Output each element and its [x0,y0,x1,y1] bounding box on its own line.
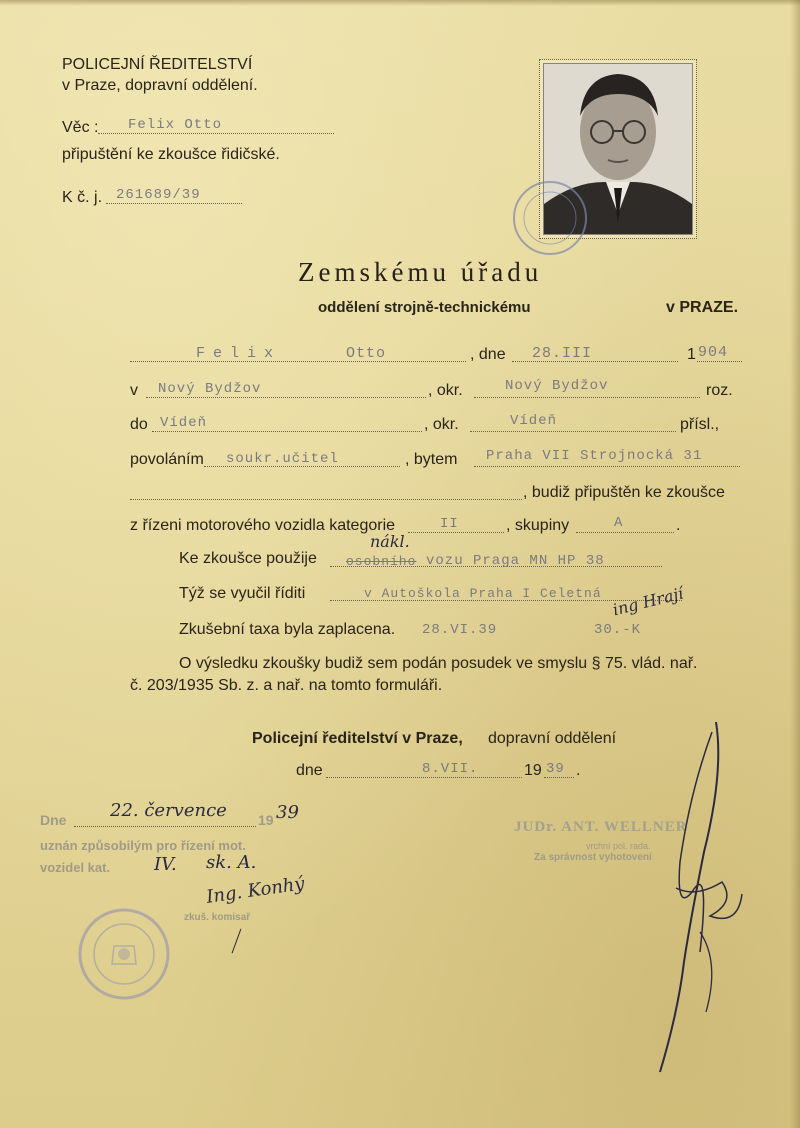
group-value: A [614,515,624,531]
belongs-district-line [470,431,676,432]
examiner-round-stamp-icon [74,906,174,1002]
trained-value: v Autoškola Praha I Celetná [364,586,602,601]
issue-end-dot: . [576,762,581,779]
department-name: v Praze, dopravní oddělení. [62,77,258,94]
examiner-signature: Ing. Konhý [205,873,306,908]
paper-edge-top [0,0,800,6]
official-stamp-title: vrchní pol. rada. [586,841,651,851]
issue-date-label: dne [296,762,323,779]
name-line [130,361,466,362]
issue-year-line [544,777,574,778]
belongs-place-value: Vídeň [160,415,208,431]
given-name-value: Otto [346,345,387,362]
issue-date-value: 8.VII. [422,761,479,777]
issue-date-line [326,777,522,778]
birth-date-label: , dne [470,346,506,363]
birth-year-value: 904 [698,344,729,361]
domicile-label: přísl., [680,416,720,433]
residence-line [474,466,740,467]
group-label: , skupiny [506,517,570,534]
occupation-value: soukr.učitel [226,451,339,467]
authority-name: POLICEJNÍ ŘEDITELSTVÍ [62,56,253,73]
official-stamp-correctness: Za správnost vyhotovení [534,852,652,863]
birth-year-prefix: 1 [687,346,696,363]
fee-date: 28.VI.39 [422,622,498,638]
exam-date-line [74,826,256,827]
birth-district-value: Nový Bydžov [505,378,609,394]
exam-category-handwritten: IV. [154,854,177,875]
birthplace-line [146,397,426,398]
admitted-text: , budiž připuštěn ke zkoušce [523,484,725,501]
recipient-subtitle: oddělení strojně-technickému [318,299,531,316]
group-line [576,532,674,533]
vehicle-struck: osobního [346,554,417,569]
exam-year-prefix: 19 [258,812,274,828]
residence-label: , bytem [405,451,458,468]
subject-line [98,133,334,134]
issue-year-value: 39 [546,761,565,777]
official-stamp-name: JUDr. ANT. WELLNER [514,819,688,835]
fee-label: Zkušební taxa byla zaplacena. [179,621,396,638]
subject-text: připuštění ke zkoušce řidičské. [62,146,280,163]
exam-group-handwritten: sk. A. [206,852,257,873]
extra-line [130,499,522,500]
vehicle-label: Ke zkoušce použije [179,550,317,567]
exam-date-label: Dne [40,812,67,828]
born-label: roz. [706,382,733,399]
recipient-city: v PRAZE. [666,299,739,316]
fee-amount: 30.-K [594,622,642,638]
reference-number: 261689/39 [116,187,201,203]
birth-district-line [474,397,700,398]
exam-year-handwritten: 39 [276,802,299,823]
birthplace-label: v [130,382,138,399]
category-line [408,532,504,533]
issue-year-prefix: 19 [524,762,542,779]
category-end-dot: . [676,517,681,534]
exam-date-handwritten: 22. července [110,800,227,821]
occupation-label: povoláním [130,451,204,468]
footer-authority: Policejní ředitelství v Praze, [252,730,463,747]
category-value: II [440,516,459,532]
birth-year-line [697,361,742,362]
paper-edge-right [790,0,800,1128]
subject-label: Věc : [62,119,99,136]
birth-district-label: , okr. [428,382,463,399]
belongs-district-label: , okr. [424,416,459,433]
trained-label: Týž se vyučil říditi [179,585,306,602]
trained-signature: ing Hrají [610,583,686,620]
vehicle-value: vozu Praga MN HP 38 [426,553,605,569]
footer-department: dopravní oddělení [488,730,617,747]
reference-line [106,203,242,204]
surname-value: Felix [196,345,282,362]
police-stamp-icon [505,178,595,258]
signature-stroke [232,929,242,954]
recipient-title: Zemskému úřadu [298,257,543,287]
vehicle-handwritten: nákl. [370,532,410,551]
official-signature-icon [620,712,760,1082]
belongs-district-value: Vídeň [510,413,558,429]
result-text-line2: č. 203/1935 Sb. z. a nař. na tomto formuláři. [130,677,443,694]
residence-value: Praha VII Strojnocká 31 [486,448,703,464]
subject-name: Felix Otto [128,117,223,133]
reference-label: K č. j. [62,189,103,206]
exam-category-label: vozidel kat. [40,860,111,875]
belongs-label: do [130,416,148,433]
examiner-caption: zkuš. komisař [184,912,251,923]
category-label: z řízeni motorového vozidla kategorie [130,517,396,534]
birth-date-value: 28.III [532,345,593,362]
result-text-line1: O výsledku zkoušky budiž sem podán posudek ve smyslu § 75. vlád. nař. [179,655,698,672]
exam-qualified-text: uznán způsobilým pro řízení mot. [40,838,246,853]
birthplace-value: Nový Bydžov [158,381,262,397]
belongs-line [152,431,422,432]
